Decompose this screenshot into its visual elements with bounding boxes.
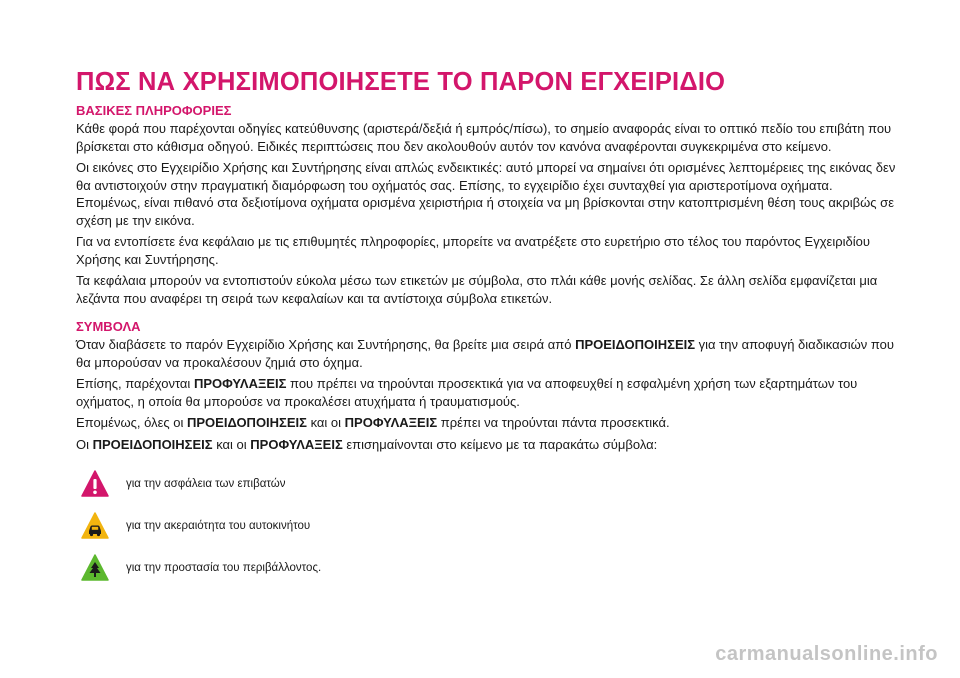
vehicle-integrity-icon [80, 511, 110, 541]
environment-tree-icon [80, 553, 110, 583]
manual-page [76, 68, 896, 589]
warnings-term: ΠΡΟΕΙΔΟΠΟΙΗΣΕΙΣ [187, 415, 307, 430]
watermark: carmanualsonline.info [715, 643, 938, 665]
cautions-term: ΠΡΟΦΥΛΑΞΕΙΣ [193, 376, 287, 391]
symbols-paragraph-3: Επομένως, όλες οι ΠΡΟΕΙΔΟΠΟΙΗΣΕΙΣ και οι ΠΡΟΦΥΛΑΞΕΙΣ πρέπει να τηρούνται πάντα προσεκτικά. [76, 415, 670, 430]
basic-info-paragraph-3: Για να εντοπίσετε ένα κεφάλαιο με τις επιθυμητές πληροφορίες, μπορείτε να ανατρέξετε στο ευρετήριο στο τέλος του παρόντος Εγχειριδίου Χρήσης και Συντήρησης. [76, 234, 870, 267]
symbol-label: για την προστασία του περιβάλλοντος. [126, 562, 322, 574]
warnings-term: ΠΡΟΕΙΔΟΠΟΙΗΣΕΙΣ [92, 436, 213, 452]
symbols-paragraph-4: Οι ΠΡΟΕΙΔΟΠΟΙΗΣΕΙΣ και οι ΠΡΟΦΥΛΑΞΕΙΣ επισημαίνονται στο κείμενο με τα παρακάτω σύμβολα: [76, 436, 658, 452]
symbols-heading: ΣΥΜΒΟΛΑ [76, 319, 141, 334]
passenger-safety-warning-icon [80, 469, 110, 499]
symbol-row-vehicle-integrity [80, 505, 896, 547]
symbols-paragraph-2: Επίσης, παρέχονται ΠΡΟΦΥΛΑΞΕΙΣ που πρέπει να τηρούνται προσεκτικά για να αποφευχθεί η εσφαλμένη χρήση των εξαρτημάτων του οχήματος, η οποία θα μπορούσε να προκαλέσει ατυχήματα ή τραυματισμούς. [76, 376, 858, 409]
basic-info-heading: ΒΑΣΙΚΕΣ ΠΛΗΡΟΦΟΡΙΕΣ [76, 103, 232, 118]
cautions-term: ΠΡΟΦΥΛΑΞΕΙΣ [344, 415, 438, 430]
symbol-label: για την ασφάλεια των επιβατών [126, 478, 286, 490]
warnings-term: ΠΡΟΕΙΔΟΠΟΙΗΣΕΙΣ [575, 337, 696, 352]
symbol-label: για την ακεραιότητα του αυτοκινήτου [126, 520, 311, 532]
symbol-row-passenger-safety [80, 463, 896, 505]
page-title: ΠΩΣ ΝΑ ΧΡΗΣΙΜΟΠΟΙΗΣΕΤΕ ΤΟ ΠΑΡΟΝ ΕΓΧΕΙΡΙΔΙΟ [76, 68, 726, 96]
basic-info-paragraph-1: Κάθε φορά που παρέχονται οδηγίες κατεύθυνσης (αριστερά/δεξιά ή εμπρός/πίσω), το σημείο αναφοράς είναι το οπτικό πεδίο του επιβάτη που βρίσκεται στο κάθισμα οδηγού. Ειδικές περιπτώσεις που δεν ακολουθούν αυτόν τον κανόνα αναφέρονται συγκεκριμένα στο κείμενο. [76, 121, 892, 154]
symbol-row-environment [80, 547, 896, 589]
basic-info-paragraph-4: Τα κεφάλαια μπορούν να εντοπιστούν εύκολα μέσω των ετικετών με σύμβολα, στο πλάι κάθε μονής σελίδας. Σε άλλη σελίδα εμφανίζεται μια λεζάντα που αναφέρει τη σειρά των κεφαλαίων και τα αντίστοιχα σύμβολα ετικετών. [76, 273, 878, 306]
symbols-paragraph-1: Όταν διαβάσετε το παρόν Εγχειρίδιο Χρήσης και Συντήρησης, θα βρείτε μια σειρά από ΠΡΟΕΙΔΟΠΟΙΗΣΕΙΣ για την αποφυγή διαδικασιών που θα μπορούσαν να προκαλέσουν ζημιά στο όχημα. [76, 337, 894, 370]
cautions-term: ΠΡΟΦΥΛΑΞΕΙΣ [250, 436, 343, 452]
basic-info-paragraph-2: Οι εικόνες στο Εγχειρίδιο Χρήσης και Συντήρησης είναι απλώς ενδεικτικές: αυτό μπορεί να σημαίνει ότι ορισμένες λεπτομέρειες της εικόνας δεν θα αντιστοιχούν στην πραγματική διαμόρφωση του οχήματός σας. Επίσης, το εγχειρίδιο έχει συνταχθεί για αριστεροτίμονα οχήματα. Επομένως, είναι πιθανό στα δεξιοτίμονα οχήματα ορισμένα χειριστήρια ή στοιχεία να μη βρίσκονται στην κατοπτρισμένη θέση τους ακριβώς σε σχέση με την εικόνα. [76, 160, 896, 228]
